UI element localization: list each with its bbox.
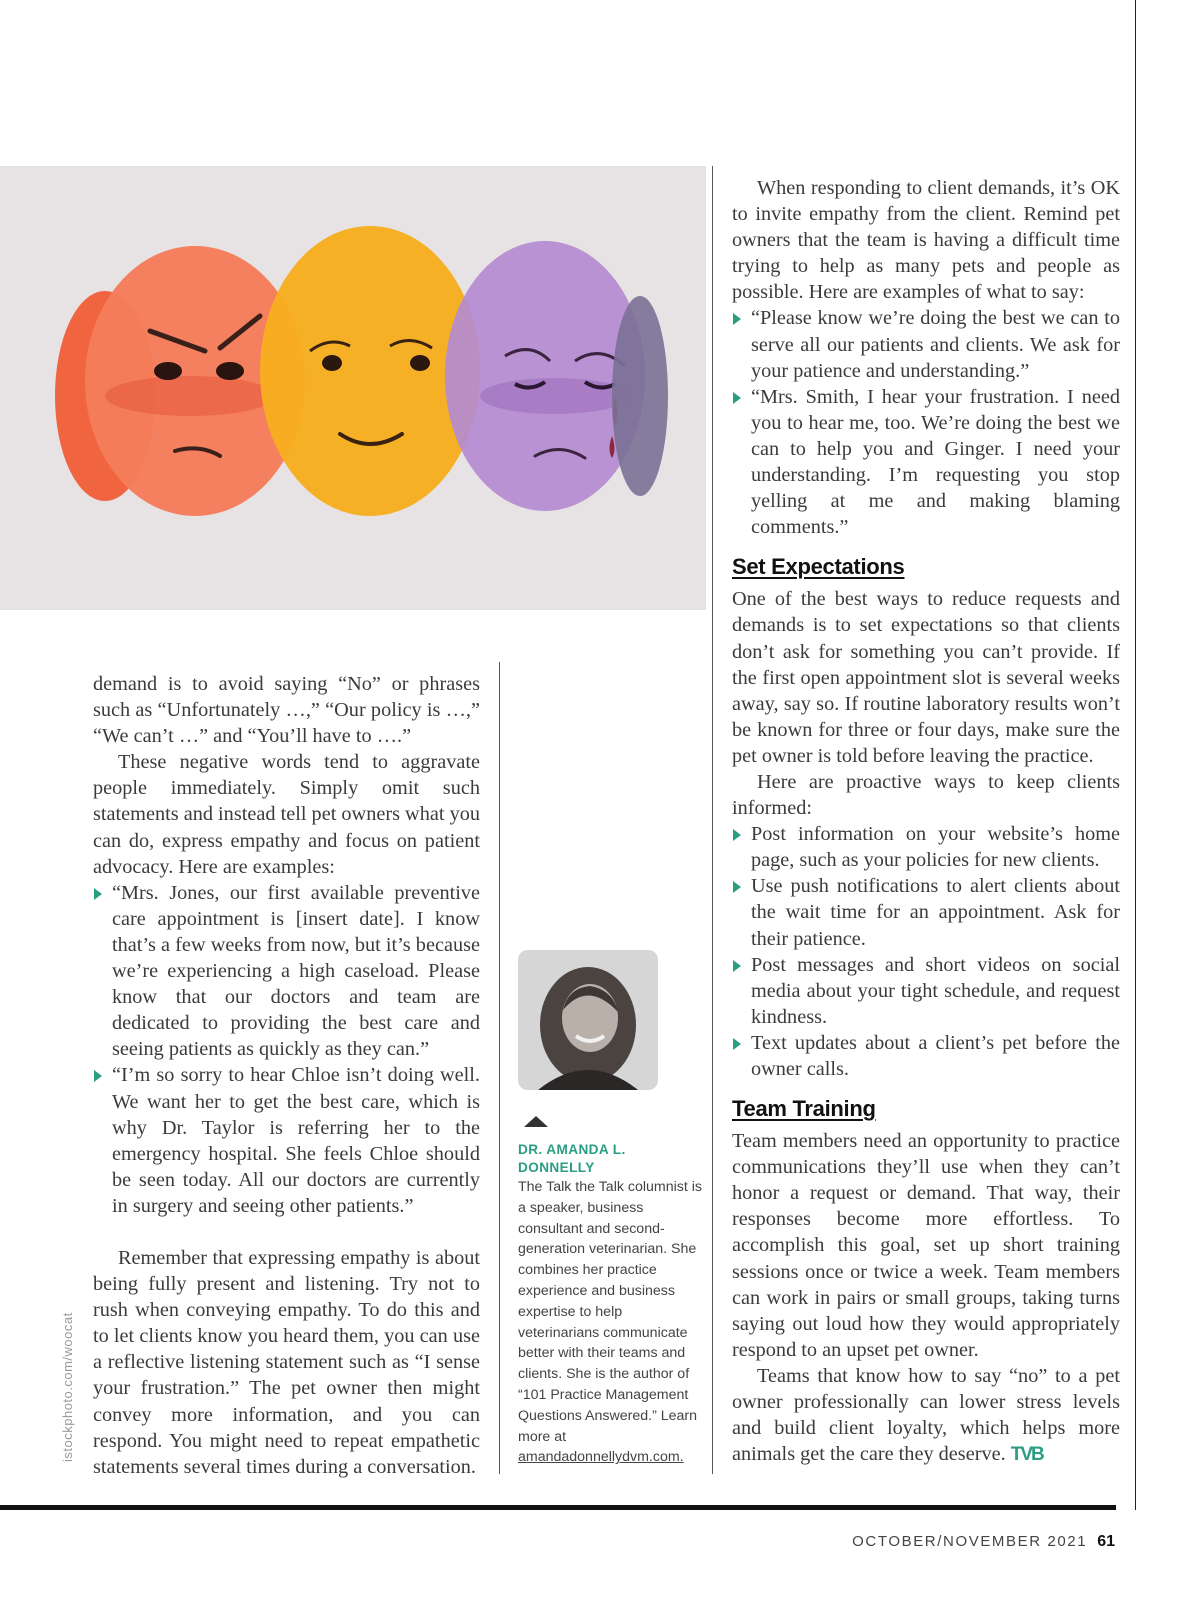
paragraph: These negative words tend to aggravate people immediately. Simply omit such statements and instead tell pet owners what you can do, express empathy and focus on patient advocacy. Here are examples:: [93, 751, 480, 878]
faces-artwork: [0, 166, 706, 610]
author-website-link[interactable]: amandadonnellydvm.com.: [518, 1449, 684, 1466]
bullet-item: Text updates about a client’s pet before the owner calls.: [732, 1030, 1120, 1082]
column-divider-left: [499, 662, 500, 1474]
bullet-item: Post information on your website’s home page, such as your policies for new clients.: [732, 821, 1120, 873]
bullet-item: “Mrs. Jones, our first available preventive care appointment is [insert date]. I know that’s a few weeks from now, but it’s because we’re experiencing a high caseload. Please know that our doctors and team are dedicated to providing the best care and seeing patients as quickly as they can.”: [93, 880, 480, 1063]
paragraph: [732, 1363, 1120, 1468]
section-heading-set-expectations: Set Expectations: [732, 554, 905, 580]
section-heading-team-training: Team Training: [732, 1096, 876, 1122]
issue-date: OCTOBER/NOVEMBER 2021: [852, 1533, 1088, 1550]
paragraph: Team members need an opportunity to practice communications they’ll use when they can’t honor a request or demand. That way, their responses become more effortless. To accomplish this goal, set up short training sessions once or twice a week. Team members can work in pairs or small groups, taking turns saying out loud how they would appropriately respond to an upset pet owner.: [732, 1130, 1120, 1361]
column-divider-right: [712, 166, 713, 1474]
tvb-logo: TVB: [1010, 1444, 1043, 1466]
paragraph: One of the best ways to reduce requests and demands is to set expectations so that clients don’t ask for something you can’t provide. If the first open appointment slot is several weeks away, say so. If routine laboratory results won’t be known for three or four days, make sure the pet owner is told before leaving the practice.: [732, 588, 1120, 767]
page-footer: [852, 1533, 1115, 1551]
bullet-item: Use push notifications to alert clients about the wait time for an appointment. Ask for their patience.: [732, 873, 1120, 951]
footer-rule: [0, 1505, 1116, 1510]
photo-credit-text: istockphoto.com/woocat: [60, 1312, 75, 1462]
photo-credit: [60, 1312, 80, 1472]
left-column: [93, 671, 480, 1480]
paragraph: When responding to client demands, it’s OK to invite empathy from the client. Remind pet owners that the team is having a difficult time trying to help as many pets and people as possible. Here are examples of what to say:: [732, 177, 1120, 304]
bullet-item: Post messages and short videos on social media about your tight schedule, and request kindness.: [732, 952, 1120, 1030]
bullet-item: “I’m so sorry to hear Chloe isn’t doing well. We want her to get the best care, which is why Dr. Taylor is referring her to the emergency hospital. She feels Chloe should be seen today. All our doctors are currently in surgery and seeing other patients.”: [93, 1062, 480, 1219]
emotional-faces-illustration: [0, 166, 706, 610]
paragraph: demand is to avoid saying “No” or phrases such as “Unfortunately …,” “Our policy is …,” “We can’t …” and “You’ll have to ….”: [93, 673, 480, 748]
bullet-item: “Mrs. Smith, I hear your frustration. I need you to hear me, too. We’re doing the best we can to help you and Ginger. I need your understanding. I’m requesting you stop yelling at me and making blaming comments.”: [732, 384, 1120, 541]
right-column: [732, 175, 1120, 1468]
triangle-up-icon: [524, 1116, 548, 1127]
page-edge-rule: [1135, 0, 1136, 1510]
page-number: 61: [1097, 1533, 1115, 1550]
bullet-item: “Please know we’re doing the best we can to serve all our patients and clients. We ask for your patience and understanding.”: [732, 305, 1120, 383]
paragraph-text: Teams that know how to say “no” to a pet owner professionally can lower stress levels and build client loyalty, which helps more animals get the care they deserve.: [732, 1364, 1120, 1466]
author-name: DR. AMANDA L. DONNELLY: [518, 1142, 626, 1175]
author-description: The Talk the Talk columnist is a speaker, business consultant and second-generation veterinarian. She combines her practice experience and business expertise to help veterinarians communicate better with their teams and clients. She is the author of “101 Practice Management Questions Answered.” Learn more at: [518, 1179, 702, 1445]
author-bio: [518, 950, 704, 1468]
author-portrait: [518, 950, 658, 1090]
paragraph: Here are proactive ways to keep clients informed:: [732, 770, 1120, 820]
paragraph: Remember that expressing empathy is about being fully present and listening. Try not to rush when conveying empathy. To do this and to let clients know you heard them, you can use a reflective listening statement such as “I sense your frustration.” The pet owner then might convey more information, and you can respond. You might need to repeat empathetic statements several times during a conversation.: [93, 1246, 480, 1478]
sad-side-face: [612, 296, 668, 496]
